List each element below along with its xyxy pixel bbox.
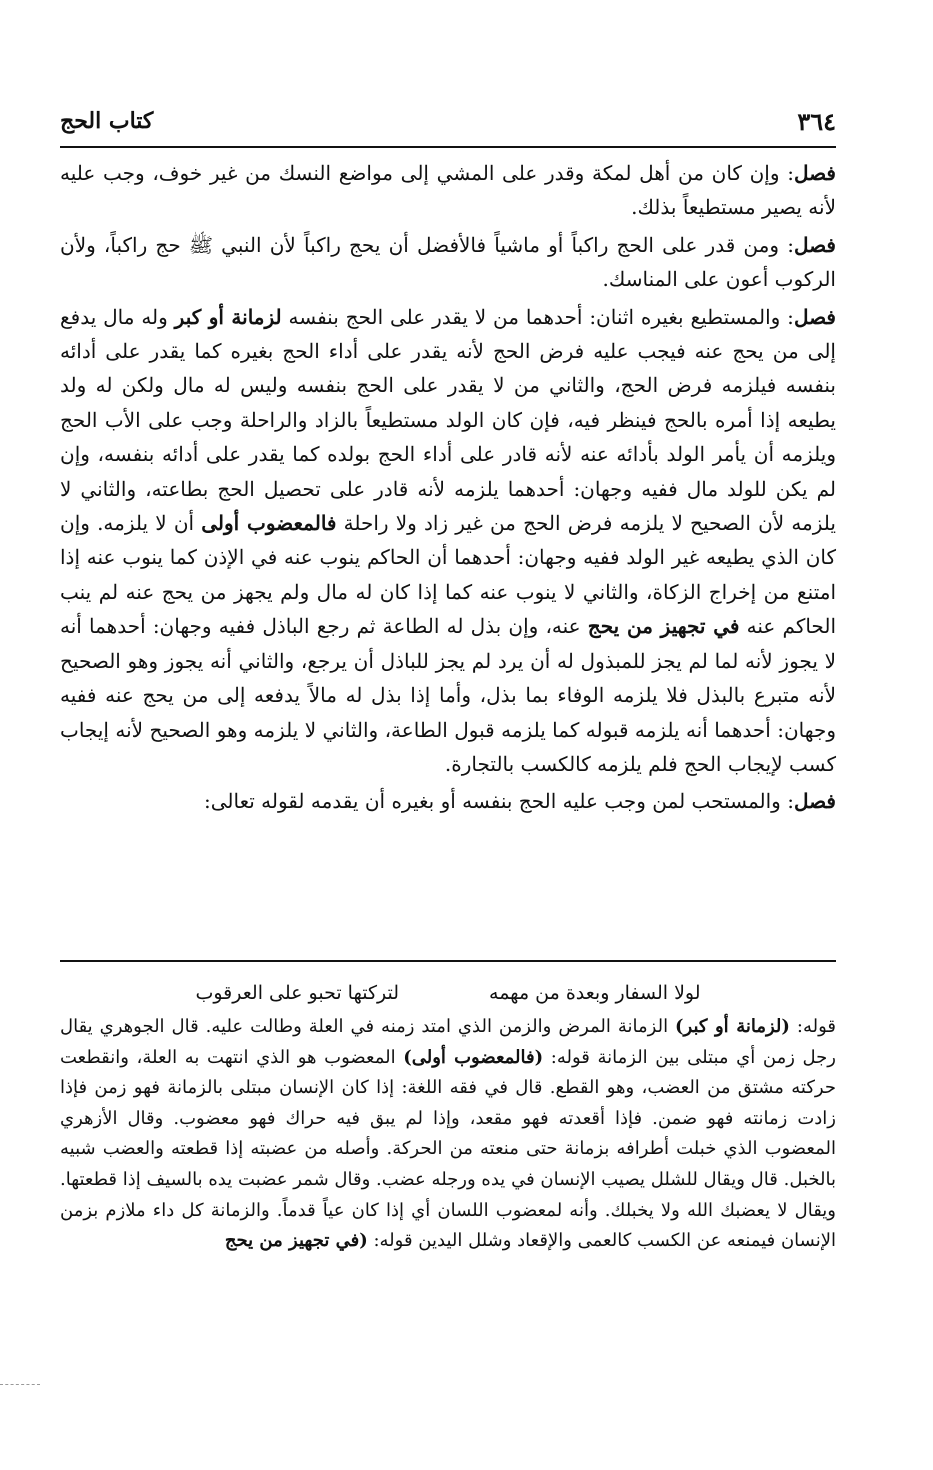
paragraph-text: أن لا يلزمه. وإن كان الذي يطيعه غير الولد ففيه وجهان: أحدهما أن الحاكم ينوب عنه في الإذن كما ينوب عنه إذا امتنع من إخراج الزكاة، والثاني لا ينوب عنه كما إذا كان له مال ولم يجهز من يحج عنه لم ينب الحاكم عنه: [60, 511, 836, 639]
footnote-divider: [60, 960, 836, 962]
section-label: فصل: [793, 304, 836, 329]
page-header: [60, 104, 836, 138]
footnote-paragraph: [60, 1012, 836, 1257]
highlighted-term: فالمعضوب أولى: [201, 511, 337, 536]
footnote-term: (في تجهيز من يحج: [224, 1230, 368, 1252]
paragraph-text: وله مال يدفع إلى من يحج عنه فيجب عليه فرض الحج لأنه يقدر على أداء الحج بغيره كما يقدر على أدائه بنفسه فيلزمه فرض الحج، والثاني من لا يقدر على الحج بنفسه وليس له مال ولكن له ولد يطيعه إذا أمره بالحج فينظر فيه، فإن كان الولد مستطيعاً بالزاد والراحلة وجب على الأب الحج ويلزمه أن يأمر الولد بأدائه عنه لأنه قادر على أداء الحج بولده كما يقدر على أدائه بنفسه، وإن لم يكن للولد مال ففيه وجهان: أحدهما يلزمه لأنه قادر على تحصيل الحج بطاعته، والثاني لا يلزمه لأن الصحيح لا يلزمه فرض الحج من غير زاد ولا راحلة: [60, 304, 836, 536]
poetry-verse: [60, 976, 836, 1010]
paragraph-text: : والمستطيع بغيره اثنان: أحدهما من لا يقدر على الحج بنفسه: [281, 304, 794, 329]
paragraph-text: : ومن قدر على الحج راكباً أو ماشياً فالأفضل أن يحج راكباً لأن النبي ﷺ حج راكباً، ولأن الركوب أعون على المناسك.: [60, 232, 836, 292]
paragraph-text: : وإن كان من أهل لمكة وقدر على المشي إلى مواضع النسك من غير خوف، وجب عليه لأنه يصير مستطيعاً بذلك.: [60, 161, 836, 220]
header-rule: [60, 146, 836, 148]
section-label: فصل: [793, 232, 836, 257]
section-label: فصل: [793, 161, 836, 185]
highlighted-term: في تجهيز من يحج: [587, 614, 740, 639]
paragraph-2: [60, 228, 836, 297]
footnotes: [60, 1012, 836, 1257]
verse-hemistich-2: لتركتها تحبو على العرقوب: [195, 982, 400, 1004]
paragraph-text: : والمستحب لمن وجب عليه الحج بنفسه أو بغيره أن يقدمه لقوله تعالى:: [203, 789, 794, 814]
paragraph-3: [60, 300, 836, 782]
footnote-term: (لزمانة أو كبر): [675, 1016, 790, 1037]
verse-hemistich-1: لولا السفار وبعدة من مهمه: [489, 982, 701, 1004]
footnote-text: المعضوب هو الذي انتهت به العلة، وانقطعت حركته مشتق من العضب، وهو القطع. قال في فقه اللغة: إذا كان الإنسان مبتلى بالزمانة فهو زمن فإذا زادت زمانته فهو ضمن. فإذا أقعدته فهو مقعد، وإذا لم يبق فيه حراك فهو معضوب. وقال الأزهري المعضوب الذي خبلت أطرافه بزمانة حتى منعته من الحركة. وأصله من عضبته إذا قطعته والعضب شبيه بالخبل. قال ويقال للشلل يصيب الإنسان في يده ورجله عضب. وقال شمر عضبت يده بالسيف إذا قطعتها. ويقال لا يعضبك الله ولا يخبلك. وأنه لمعضوب اللسان أي إذا كان عياً قدماً. والزمانة كل داء ملازم بزمن الإنسان فيمنعه عن الكسب كالعمى والإقعاد وشلل اليدين قوله:: [60, 1046, 836, 1252]
main-text: [60, 156, 836, 819]
running-title: كتاب الحج: [60, 108, 154, 134]
footnote-term: (فالمعضوب أولى): [403, 1046, 544, 1068]
section-label: فصل: [793, 789, 836, 814]
footnote-text: قوله:: [789, 1016, 836, 1037]
paragraph-text: عنه، وإن بذل له الطاعة ثم رجع الباذل ففيه وجهان: أحدهما أنه لا يجوز لأنه لما لم يجز للمبذول له أن يرد لم يجز للباذل أن يرجع، والثاني أنه يجوز وهو الصحيح لأنه متبرع بالبذل فلا يلزمه الوفاء بما بذل، وأما إذا بذل له مالاً يدفعه إلى من يحج عنه ففيه وجهان: أحدهما أنه يلزمه قبوله كما يلزمه قبول الطاعة، والثاني لا يلزمه وهو الصحيح لأنه إيجاب كسب لإيجاب الحج فلم يلزمه كالكسب بالتجارة.: [60, 614, 836, 776]
scan-margin-mark: [0, 1384, 40, 1385]
footnote-text: الزمانة المرض والزمن الذي امتد زمنه في العلة وطالت عليه. قال الجوهري يقال رجل زمن أي مبتلى بين الزمانة قوله:: [60, 1016, 836, 1068]
paragraph-1: [60, 156, 836, 225]
highlighted-term: لزمانة أو كبر: [174, 304, 282, 329]
paragraph-4: [60, 784, 836, 818]
page-number: ٣٦٤: [797, 106, 836, 136]
